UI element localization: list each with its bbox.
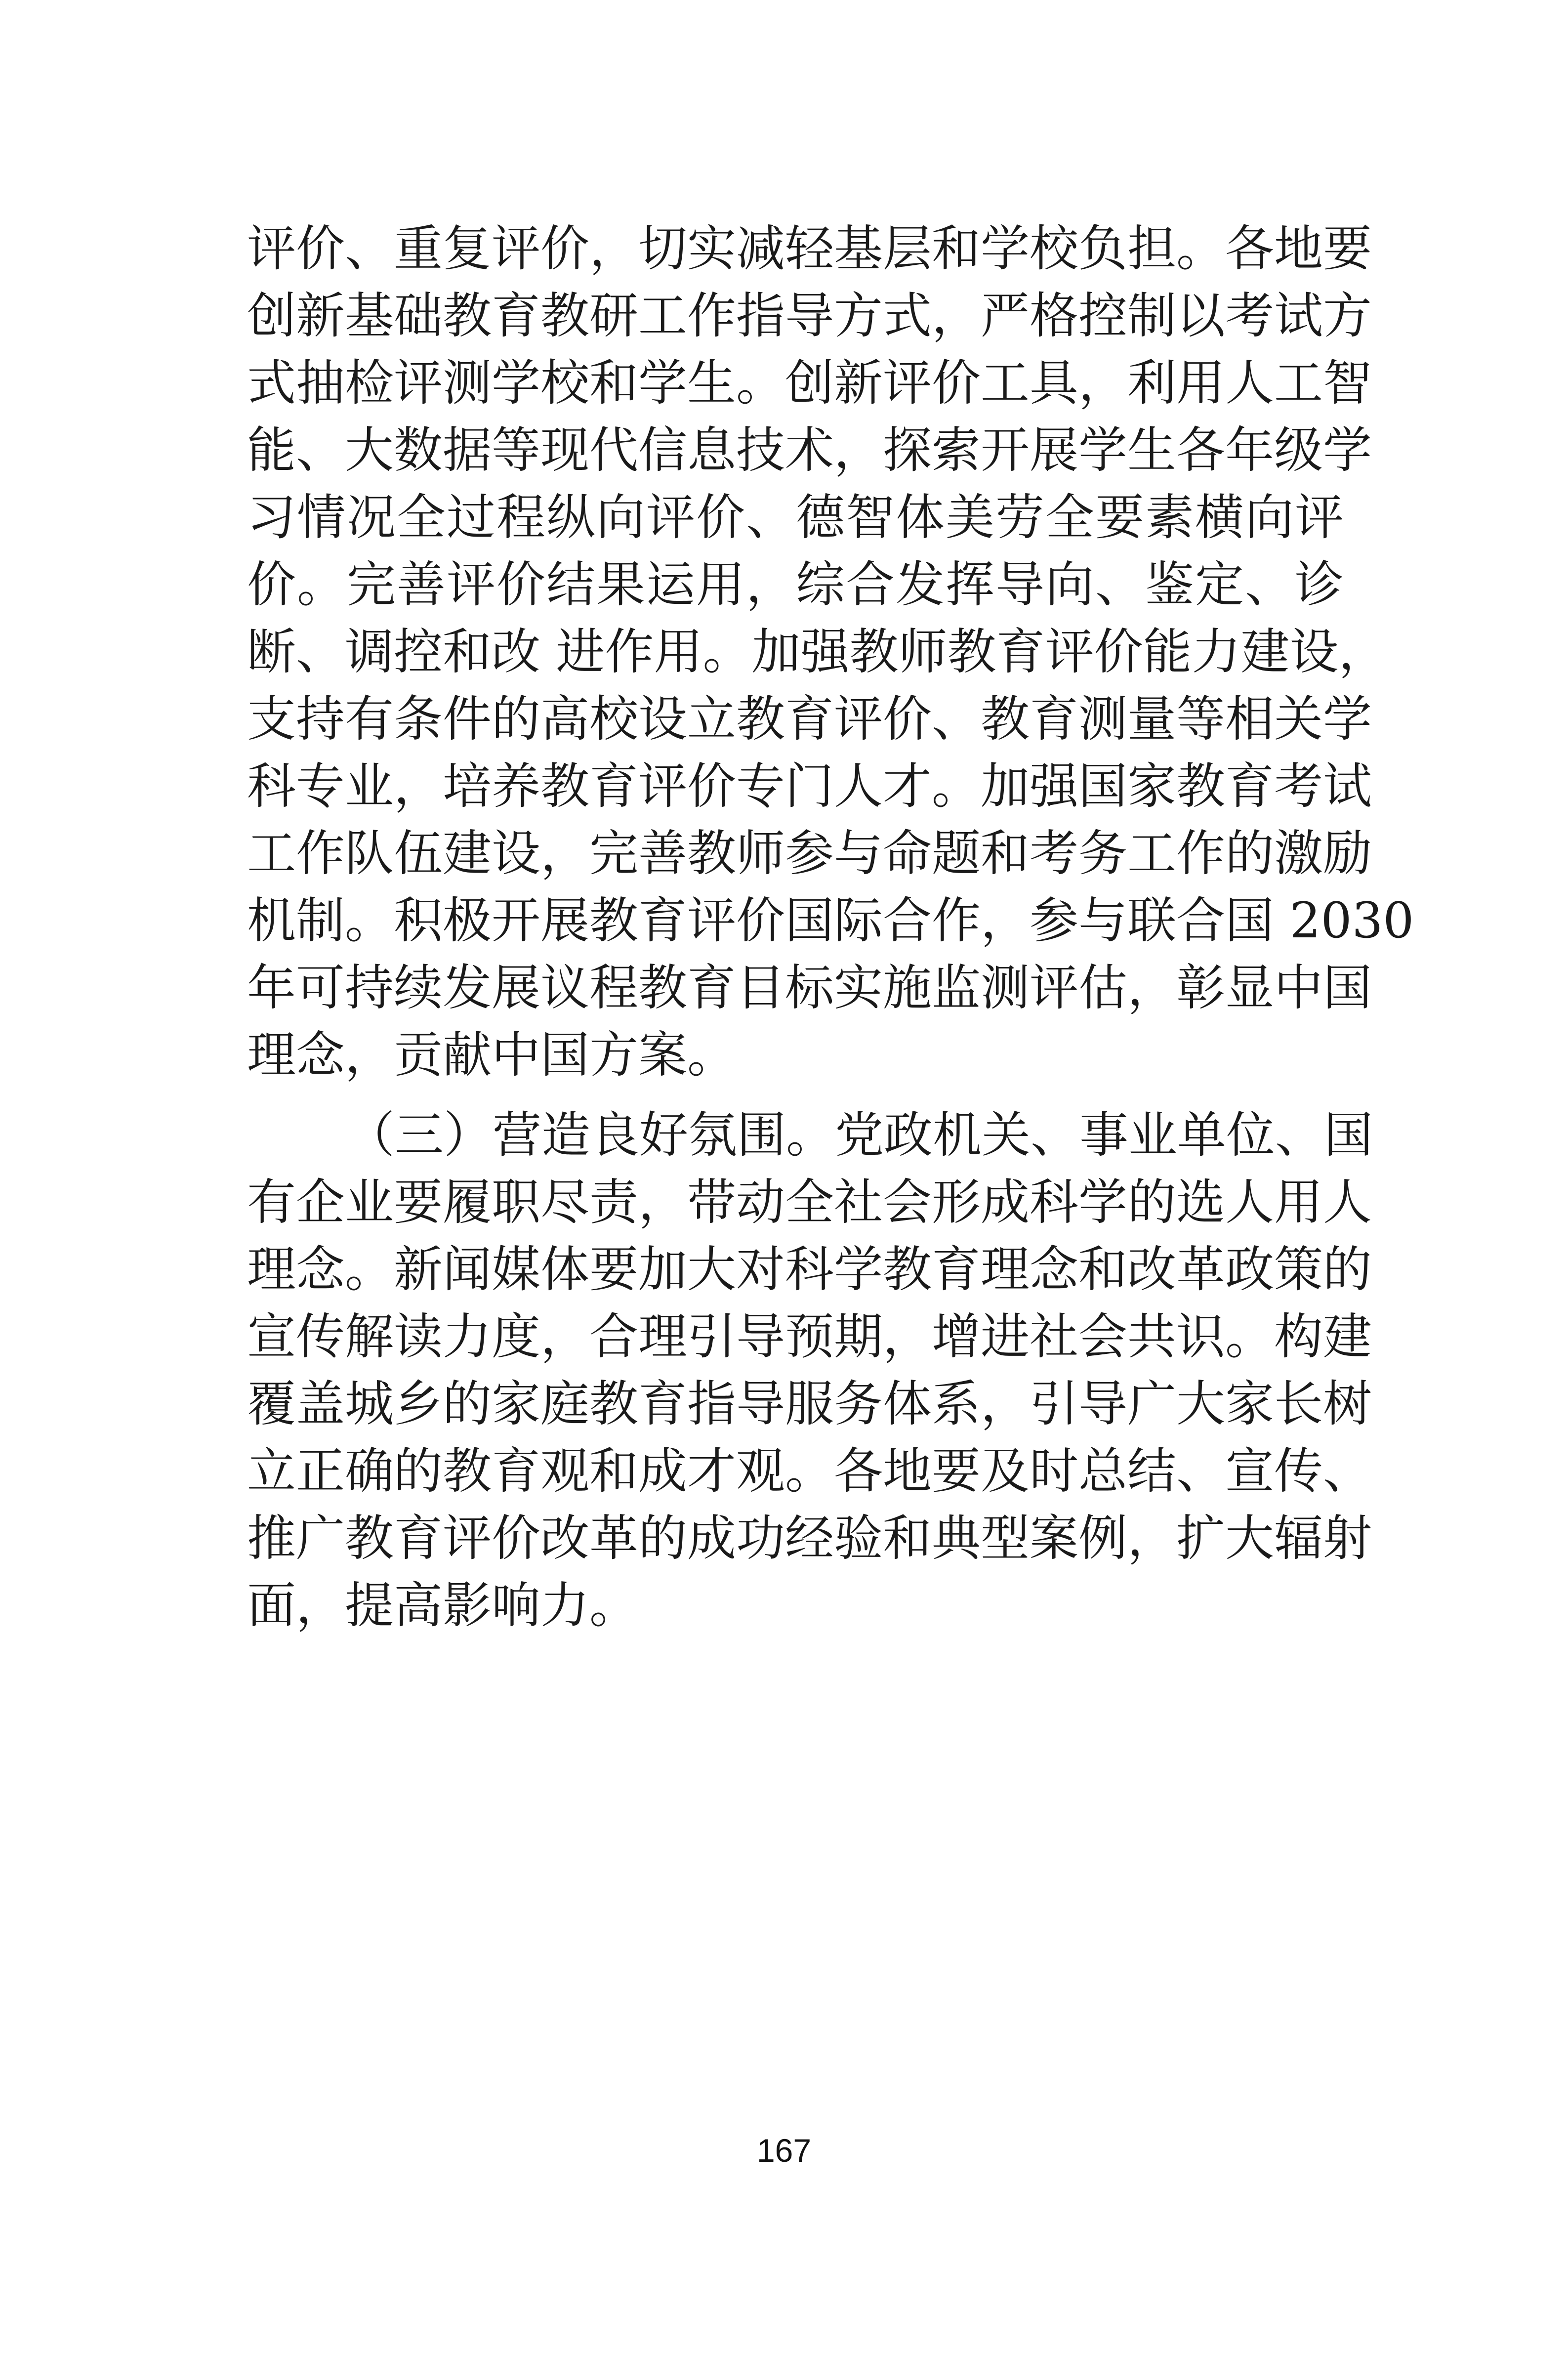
text-line: 工作队伍建设，完善教师参与命题和考务工作的激励 bbox=[247, 825, 1372, 882]
page-number: 167 bbox=[756, 2132, 812, 2169]
text-line: 推广教育评价改革的成功经验和典型案例，扩大辐射 bbox=[247, 1510, 1372, 1567]
text-line: 宣传解读力度，合理引导预期，增进社会共识。构建 bbox=[247, 1308, 1372, 1365]
text-line: 能、大数据等现代信息技术，探索开展学生各年级学 bbox=[247, 422, 1372, 479]
text-line: 理念。新闻媒体要加大对科学教育理念和改革政策的 bbox=[247, 1241, 1372, 1298]
text-line: 评价、重复评价，切实减轻基层和学校负担。各地要 bbox=[247, 220, 1372, 277]
text-line: 理念，贡献中国方案。 bbox=[247, 1027, 736, 1084]
text-line: 支持有条件的高校设立教育评价、教育测量等相关学 bbox=[247, 691, 1372, 748]
text-line: 覆盖城乡的家庭教育指导服务体系，引导广大家长树 bbox=[247, 1376, 1372, 1432]
text-line: 立正确的教育观和成才观。各地要及时总结、宣传、 bbox=[247, 1443, 1372, 1500]
paragraph-evaluation-tools bbox=[247, 215, 1414, 1089]
text-line: （三）营造良好氛围。党政机关、事业单位、国 bbox=[346, 1107, 1373, 1164]
text-line: 有企业要履职尽责，带动全社会形成科学的选人用人 bbox=[247, 1174, 1372, 1231]
text-line: 习情况全过程纵向评价、德智体美劳全要素横向评 bbox=[247, 489, 1344, 546]
text-line: 机制。积极开展教育评价国际合作，参与联合国 2030 bbox=[247, 892, 1414, 949]
text-line: 价。完善评价结果运用，综合发挥导向、鉴定、诊 bbox=[247, 556, 1344, 613]
paragraph-good-atmosphere bbox=[247, 1102, 1373, 1639]
text-line: 式抽检评测学校和学生。创新评价工具，利用人工智 bbox=[247, 355, 1372, 412]
text-line: 创新基础教育教研工作指导方式，严格控制以考试方 bbox=[247, 288, 1372, 344]
body-text bbox=[247, 215, 1414, 1639]
paragraph-gap bbox=[247, 1089, 1344, 1102]
text-line: 科专业，培养教育评价专门人才。加强国家教育考试 bbox=[247, 758, 1372, 815]
text-line: 年可持续发展议程教育目标实施监测评估，彰显中国 bbox=[247, 960, 1372, 1016]
text-line: 面，提高影响力。 bbox=[247, 1577, 638, 1634]
text-line: 断、调控和改 进作用。加强教师教育评价能力建设， bbox=[247, 624, 1388, 680]
